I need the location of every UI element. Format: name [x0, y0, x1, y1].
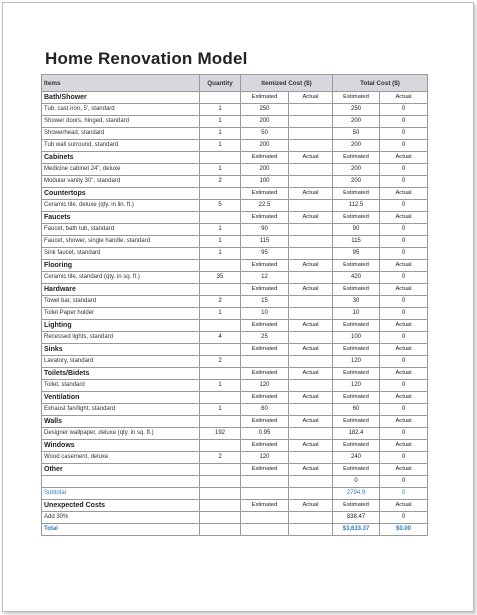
table-row [42, 164, 428, 176]
item-total-estimated: 100 [333, 332, 380, 344]
subtotal-actual: 0 [380, 488, 428, 500]
item-name: Toilet, standard [42, 380, 200, 392]
total-estimated-label: Estimated [333, 464, 380, 476]
actual-label: Actual [289, 92, 333, 104]
total-actual: $0.00 [380, 524, 428, 536]
item-total-estimated: 200 [333, 176, 380, 188]
item-estimated-cost: 100 [241, 176, 289, 188]
actual-label: Actual [289, 392, 333, 404]
item-total-estimated: 10 [333, 308, 380, 320]
item-estimated-cost: 200 [241, 164, 289, 176]
table-row [42, 452, 428, 464]
actual-label: Actual [289, 320, 333, 332]
category-name: Cabinets [42, 152, 200, 164]
item-estimated-cost: 200 [241, 140, 289, 152]
actual-label: Actual [289, 440, 333, 452]
header-itemized-cost: Itemized Cost ($) [241, 75, 333, 92]
total-actual-label: Actual [380, 284, 428, 296]
quantity-cell [200, 488, 241, 500]
table-row [42, 296, 428, 308]
category-name: Countertops [42, 188, 200, 200]
total-row [42, 524, 428, 536]
total-actual-label: Actual [380, 344, 428, 356]
quantity-cell [200, 416, 241, 428]
item-estimated-cost: 120 [241, 380, 289, 392]
total-actual-label: Actual [380, 500, 428, 512]
header-quantity: Quantity [200, 75, 241, 92]
category-row [42, 440, 428, 452]
estimated-label: Estimated [241, 92, 289, 104]
table-row [42, 236, 428, 248]
item-total-actual: 0 [380, 272, 428, 284]
total-label: Total [42, 524, 200, 536]
category-row [42, 344, 428, 356]
item-actual-cost [289, 512, 333, 524]
item-actual-cost [289, 224, 333, 236]
table-row [42, 404, 428, 416]
item-total-estimated: 838.47 [333, 512, 380, 524]
item-quantity: 1 [200, 140, 241, 152]
category-row [42, 320, 428, 332]
item-actual-cost [289, 236, 333, 248]
item-quantity: 192 [200, 428, 241, 440]
item-total-actual: 0 [380, 200, 428, 212]
item-actual-cost [289, 380, 333, 392]
item-name: Exhaust fan/light, standard [42, 404, 200, 416]
item-name: Ceramic tile, deluxe (qty. in lin. ft.) [42, 200, 200, 212]
item-estimated-cost: 12 [241, 272, 289, 284]
total-actual-label: Actual [380, 392, 428, 404]
category-name: Flooring [42, 260, 200, 272]
item-name: Showerhead, standard [42, 128, 200, 140]
category-row [42, 368, 428, 380]
item-actual-cost [289, 428, 333, 440]
item-estimated-cost [241, 512, 289, 524]
estimated-label: Estimated [241, 344, 289, 356]
total-actual-label: Actual [380, 188, 428, 200]
item-actual-cost [289, 116, 333, 128]
total-actual-label: Actual [380, 152, 428, 164]
table-row [42, 428, 428, 440]
actual-label: Actual [289, 152, 333, 164]
item-quantity [200, 512, 241, 524]
total-estimated-label: Estimated [333, 284, 380, 296]
estimated-label: Estimated [241, 500, 289, 512]
item-quantity: 1 [200, 104, 241, 116]
item-estimated-cost: 22.5 [241, 200, 289, 212]
item-quantity: 1 [200, 128, 241, 140]
item-total-estimated: 90 [333, 224, 380, 236]
item-name: Sink faucet, standard [42, 248, 200, 260]
item-total-estimated: 240 [333, 452, 380, 464]
item-name: Faucet, shower, single handle, standard [42, 236, 200, 248]
total-actual-label: Actual [380, 260, 428, 272]
total-estimated-label: Estimated [333, 320, 380, 332]
item-total-estimated: 95 [333, 248, 380, 260]
item-quantity: 1 [200, 380, 241, 392]
item-actual-cost [289, 248, 333, 260]
estimated-label: Estimated [241, 464, 289, 476]
quantity-cell [200, 464, 241, 476]
item-name: Shower doors, hinged, standard [42, 116, 200, 128]
item-total-actual: 0 [380, 380, 428, 392]
item-actual-cost [289, 476, 333, 488]
table-row [42, 116, 428, 128]
item-quantity: 1 [200, 116, 241, 128]
item-total-actual: 0 [380, 308, 428, 320]
subtotal-row [42, 488, 428, 500]
item-estimated-cost [241, 476, 289, 488]
category-name: Faucets [42, 212, 200, 224]
table-row [42, 104, 428, 116]
item-quantity: 2 [200, 356, 241, 368]
category-row [42, 212, 428, 224]
item-total-actual: 0 [380, 428, 428, 440]
item-total-estimated: 250 [333, 104, 380, 116]
table-row [42, 476, 428, 488]
item-total-actual: 0 [380, 248, 428, 260]
table-row [42, 272, 428, 284]
estimated-label: Estimated [241, 440, 289, 452]
item-total-actual: 0 [380, 176, 428, 188]
total-estimated-label: Estimated [333, 344, 380, 356]
table-row [42, 224, 428, 236]
category-row [42, 500, 428, 512]
actual-label: Actual [289, 212, 333, 224]
category-row [42, 464, 428, 476]
total-estimated-label: Estimated [333, 212, 380, 224]
item-total-actual: 0 [380, 332, 428, 344]
quantity-cell [200, 524, 241, 536]
table-row [42, 128, 428, 140]
estimated-label: Estimated [241, 416, 289, 428]
category-name: Hardware [42, 284, 200, 296]
item-name: Faucet, bath tub, standard [42, 224, 200, 236]
item-estimated-cost: 15 [241, 296, 289, 308]
item-actual-cost [289, 164, 333, 176]
item-actual-cost [289, 296, 333, 308]
category-name: Ventilation [42, 392, 200, 404]
item-estimated-cost: 115 [241, 236, 289, 248]
actual-label: Actual [289, 260, 333, 272]
estimated-label: Estimated [241, 260, 289, 272]
category-row [42, 416, 428, 428]
quantity-cell [200, 188, 241, 200]
item-total-actual: 0 [380, 356, 428, 368]
total-actual-label: Actual [380, 416, 428, 428]
category-name: Bath/Shower [42, 92, 200, 104]
total-estimated-label: Estimated [333, 152, 380, 164]
item-name: Add 30% [42, 512, 200, 524]
actual-cell [289, 488, 333, 500]
item-actual-cost [289, 308, 333, 320]
item-total-actual: 0 [380, 236, 428, 248]
actual-label: Actual [289, 344, 333, 356]
item-total-actual: 0 [380, 104, 428, 116]
item-name: Lavatory, standard [42, 356, 200, 368]
item-name: Tub, cast iron, 5', standard [42, 104, 200, 116]
item-quantity: 1 [200, 404, 241, 416]
estimated-label: Estimated [241, 152, 289, 164]
table-row [42, 176, 428, 188]
total-actual-label: Actual [380, 92, 428, 104]
table-row [42, 200, 428, 212]
item-actual-cost [289, 140, 333, 152]
table-header-row [42, 75, 428, 92]
item-total-actual: 0 [380, 116, 428, 128]
item-estimated-cost: 60 [241, 404, 289, 416]
item-total-estimated: 60 [333, 404, 380, 416]
category-row [42, 284, 428, 296]
total-estimated-label: Estimated [333, 416, 380, 428]
item-estimated-cost: 0.95 [241, 428, 289, 440]
quantity-cell [200, 212, 241, 224]
estimated-cell [241, 488, 289, 500]
item-quantity: 1 [200, 248, 241, 260]
category-name: Walls [42, 416, 200, 428]
total-estimated-label: Estimated [333, 392, 380, 404]
item-estimated-cost: 10 [241, 308, 289, 320]
actual-label: Actual [289, 188, 333, 200]
table-row [42, 332, 428, 344]
item-name: Tub wall surround, standard [42, 140, 200, 152]
total-estimated-label: Estimated [333, 500, 380, 512]
total-actual-label: Actual [380, 320, 428, 332]
table-row [42, 140, 428, 152]
item-name: Ceramic tile, standard (qty. in sq. ft.) [42, 272, 200, 284]
item-name: Designer wallpaper, deluxe (qty. in sq. ft.) [42, 428, 200, 440]
item-actual-cost [289, 176, 333, 188]
table-row [42, 248, 428, 260]
item-quantity: 1 [200, 236, 241, 248]
item-total-actual: 0 [380, 296, 428, 308]
item-estimated-cost: 50 [241, 128, 289, 140]
subtotal-estimated: 2794.9 [333, 488, 380, 500]
item-total-actual: 0 [380, 128, 428, 140]
estimated-label: Estimated [241, 212, 289, 224]
header-items: Items [42, 75, 200, 92]
quantity-cell [200, 152, 241, 164]
category-row [42, 92, 428, 104]
item-total-estimated: 182.4 [333, 428, 380, 440]
item-quantity: 2 [200, 452, 241, 464]
item-total-actual: 0 [380, 164, 428, 176]
item-actual-cost [289, 332, 333, 344]
estimated-label: Estimated [241, 284, 289, 296]
total-estimated: $3,633.37 [333, 524, 380, 536]
total-estimated-label: Estimated [333, 260, 380, 272]
category-name: Unexpected Costs [42, 500, 200, 512]
actual-cell [289, 524, 333, 536]
table-row [42, 380, 428, 392]
category-row [42, 188, 428, 200]
quantity-cell [200, 368, 241, 380]
item-actual-cost [289, 104, 333, 116]
category-name: Other [42, 464, 200, 476]
total-actual-label: Actual [380, 464, 428, 476]
table-row [42, 308, 428, 320]
item-estimated-cost: 250 [241, 104, 289, 116]
estimated-label: Estimated [241, 392, 289, 404]
estimated-cell [241, 524, 289, 536]
actual-label: Actual [289, 416, 333, 428]
item-name [42, 476, 200, 488]
item-quantity: 4 [200, 332, 241, 344]
item-name: Modular vanity 30", standard [42, 176, 200, 188]
estimated-label: Estimated [241, 320, 289, 332]
item-estimated-cost: 95 [241, 248, 289, 260]
actual-label: Actual [289, 464, 333, 476]
item-quantity: 1 [200, 224, 241, 236]
item-total-estimated: 30 [333, 296, 380, 308]
quantity-cell [200, 344, 241, 356]
item-estimated-cost: 200 [241, 116, 289, 128]
item-quantity [200, 476, 241, 488]
item-quantity: 1 [200, 164, 241, 176]
actual-label: Actual [289, 368, 333, 380]
item-estimated-cost: 120 [241, 452, 289, 464]
header-total-cost: Total Cost ($) [333, 75, 428, 92]
item-total-actual: 0 [380, 476, 428, 488]
total-estimated-label: Estimated [333, 188, 380, 200]
item-total-estimated: 200 [333, 140, 380, 152]
item-quantity: 2 [200, 296, 241, 308]
item-total-actual: 0 [380, 224, 428, 236]
quantity-cell [200, 392, 241, 404]
quantity-cell [200, 92, 241, 104]
item-estimated-cost [241, 356, 289, 368]
item-estimated-cost: 25 [241, 332, 289, 344]
total-actual-label: Actual [380, 440, 428, 452]
item-total-actual: 0 [380, 452, 428, 464]
item-quantity: 5 [200, 200, 241, 212]
item-quantity: 2 [200, 176, 241, 188]
quantity-cell [200, 500, 241, 512]
item-total-estimated: 112.5 [333, 200, 380, 212]
item-total-estimated: 120 [333, 380, 380, 392]
item-actual-cost [289, 356, 333, 368]
page-title: Home Renovation Model [45, 49, 248, 68]
category-name: Toilets/Bidets [42, 368, 200, 380]
total-estimated-label: Estimated [333, 440, 380, 452]
category-name: Sinks [42, 344, 200, 356]
item-total-estimated: 200 [333, 116, 380, 128]
quantity-cell [200, 320, 241, 332]
item-name: Toilet Paper holder [42, 308, 200, 320]
renovation-table [41, 74, 428, 536]
total-actual-label: Actual [380, 212, 428, 224]
item-actual-cost [289, 452, 333, 464]
item-total-estimated: 120 [333, 356, 380, 368]
item-total-actual: 0 [380, 404, 428, 416]
item-estimated-cost: 90 [241, 224, 289, 236]
item-total-estimated: 420 [333, 272, 380, 284]
category-row [42, 392, 428, 404]
actual-label: Actual [289, 500, 333, 512]
item-actual-cost [289, 200, 333, 212]
item-total-estimated: 115 [333, 236, 380, 248]
category-name: Windows [42, 440, 200, 452]
item-total-actual: 0 [380, 512, 428, 524]
table-row [42, 356, 428, 368]
total-estimated-label: Estimated [333, 368, 380, 380]
item-total-actual: 0 [380, 140, 428, 152]
item-quantity: 1 [200, 308, 241, 320]
quantity-cell [200, 260, 241, 272]
actual-label: Actual [289, 284, 333, 296]
category-row [42, 152, 428, 164]
estimated-label: Estimated [241, 188, 289, 200]
item-actual-cost [289, 272, 333, 284]
item-total-estimated: 200 [333, 164, 380, 176]
item-name: Towel bar, standard [42, 296, 200, 308]
category-name: Lighting [42, 320, 200, 332]
item-actual-cost [289, 128, 333, 140]
item-total-estimated: 0 [333, 476, 380, 488]
total-estimated-label: Estimated [333, 92, 380, 104]
subtotal-label: Subtotal [42, 488, 200, 500]
item-name: Wood casement, deluxe [42, 452, 200, 464]
quantity-cell [200, 440, 241, 452]
item-name: Medicine cabinet 24", deluxe [42, 164, 200, 176]
item-name: Recessed lights, standard [42, 332, 200, 344]
quantity-cell [200, 284, 241, 296]
item-quantity: 35 [200, 272, 241, 284]
item-actual-cost [289, 404, 333, 416]
estimated-label: Estimated [241, 368, 289, 380]
item-total-estimated: 50 [333, 128, 380, 140]
table-row [42, 512, 428, 524]
category-row [42, 260, 428, 272]
total-actual-label: Actual [380, 368, 428, 380]
